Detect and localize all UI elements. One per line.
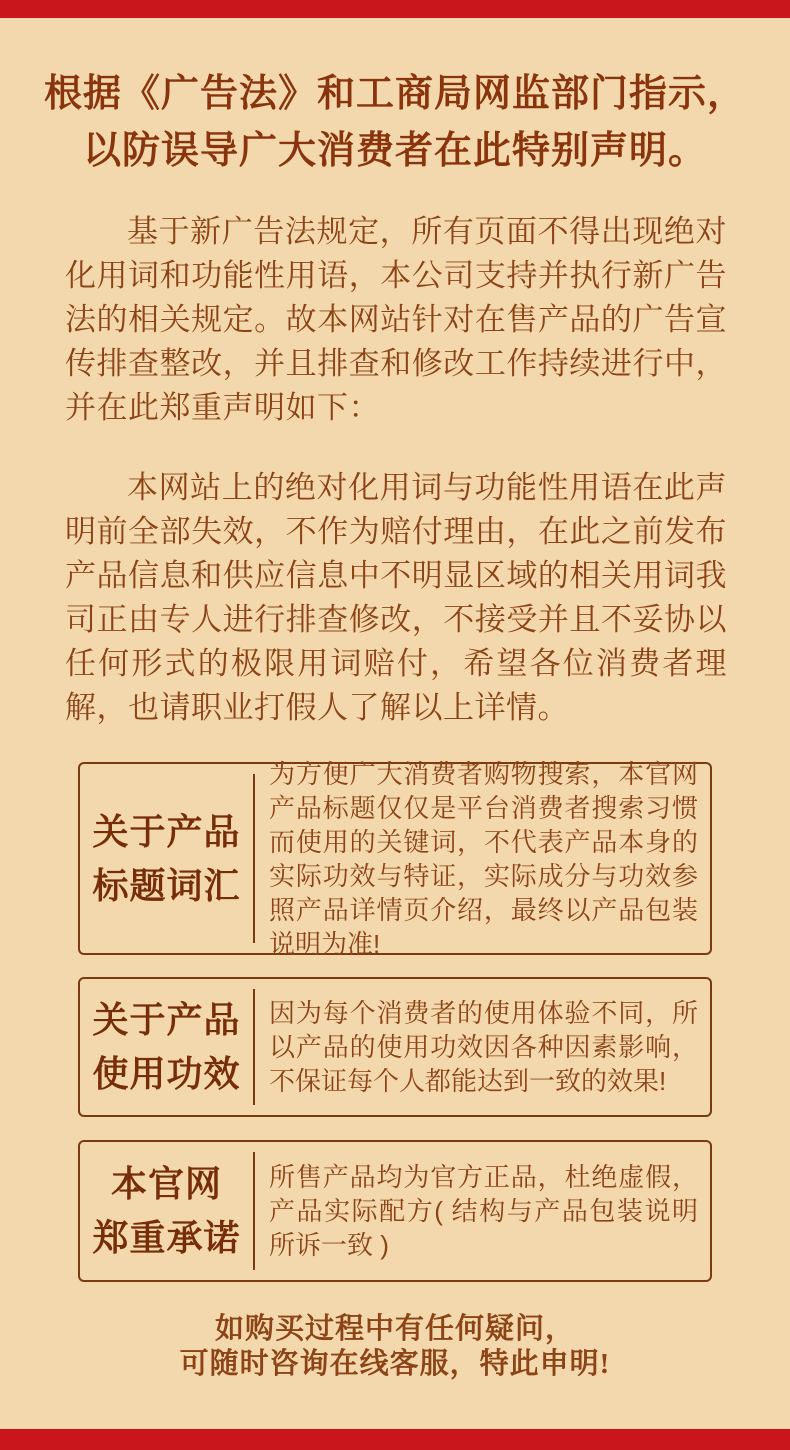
- notice-box-official-promise: [78, 1140, 712, 1282]
- statement-paragraph-1: 基于新广告法规定，所有页面不得出现绝对化用词和功能性用语，本公司支持并执行新广告法的相关规定。故本网站针对在售产品的广告宣传排查整改，并且排查和修改工作持续进行中，并在此郑重声明如下：: [65, 214, 727, 425]
- notice-box-label-line2: 郑重承诺: [92, 1218, 241, 1258]
- notice-box-body: [255, 979, 710, 1115]
- page-title-line2: 以防误导广大消费者在此特别声明。: [82, 130, 707, 172]
- notice-box-body-text: 因为每个消费者的使用体验不同，所以产品的使用功效因各种因素影响，不保证每个人都能达到一致的效果!: [269, 998, 698, 1096]
- notice-box-list: [78, 758, 712, 1282]
- notice-box-product-title: [78, 758, 712, 959]
- notice-box-product-effect: [78, 977, 712, 1117]
- notice-box-label: [80, 979, 253, 1115]
- notice-box-body: [255, 1142, 710, 1280]
- notice-box-label-line1: 关于产品: [92, 811, 241, 852]
- notice-box-label-line1: 关于产品: [92, 1000, 241, 1040]
- statement-body: [0, 210, 790, 730]
- notice-box-label: [80, 1142, 253, 1280]
- notice-box-label-line2: 使用功效: [92, 1054, 241, 1094]
- page-title: [0, 66, 790, 180]
- bottom-red-band: [0, 1429, 790, 1450]
- footer-note-line2: 可随时咨询在线客服，特此申明!: [179, 1348, 611, 1380]
- notice-box-body-text: 所售产品均为官方正品，杜绝虚假，产品实际配方( 结构与产品包装说明所诉一致 ): [269, 1162, 698, 1260]
- footer-note-line1: 如购买过程中有任何疑问，: [214, 1313, 575, 1345]
- notice-box-label: [80, 764, 253, 953]
- statement-paragraph-2: 本网站上的绝对化用词与功能性用语在此声明前全部失效，不作为赔付理由，在此之前发布产品信息和供应信息中不明显区域的相关用词我司正由专人进行排查修改，不接受并且不妥协以任何形式的极限用词赔付，希望各位消费者理解，也请职业打假人了解以上详情。: [65, 470, 727, 725]
- footer-note: [0, 1312, 790, 1382]
- notice-box-body: [255, 758, 710, 959]
- notice-box-body-text: 为方便广大消费者购物搜索，本官网产品标题仅仅是平台消费者搜索习惯而使用的关键词，不代表产品本身的实际功效与特证，实际成分与功效参照产品详情页介绍，最终以产品包装说明为准!: [269, 758, 698, 959]
- notice-box-label-line2: 标题词汇: [92, 865, 241, 906]
- page-title-line1: 根据《广告法》和工商局网监部门指示，: [43, 73, 746, 115]
- top-red-band: [0, 0, 790, 18]
- notice-box-label-line1: 本官网: [110, 1164, 222, 1204]
